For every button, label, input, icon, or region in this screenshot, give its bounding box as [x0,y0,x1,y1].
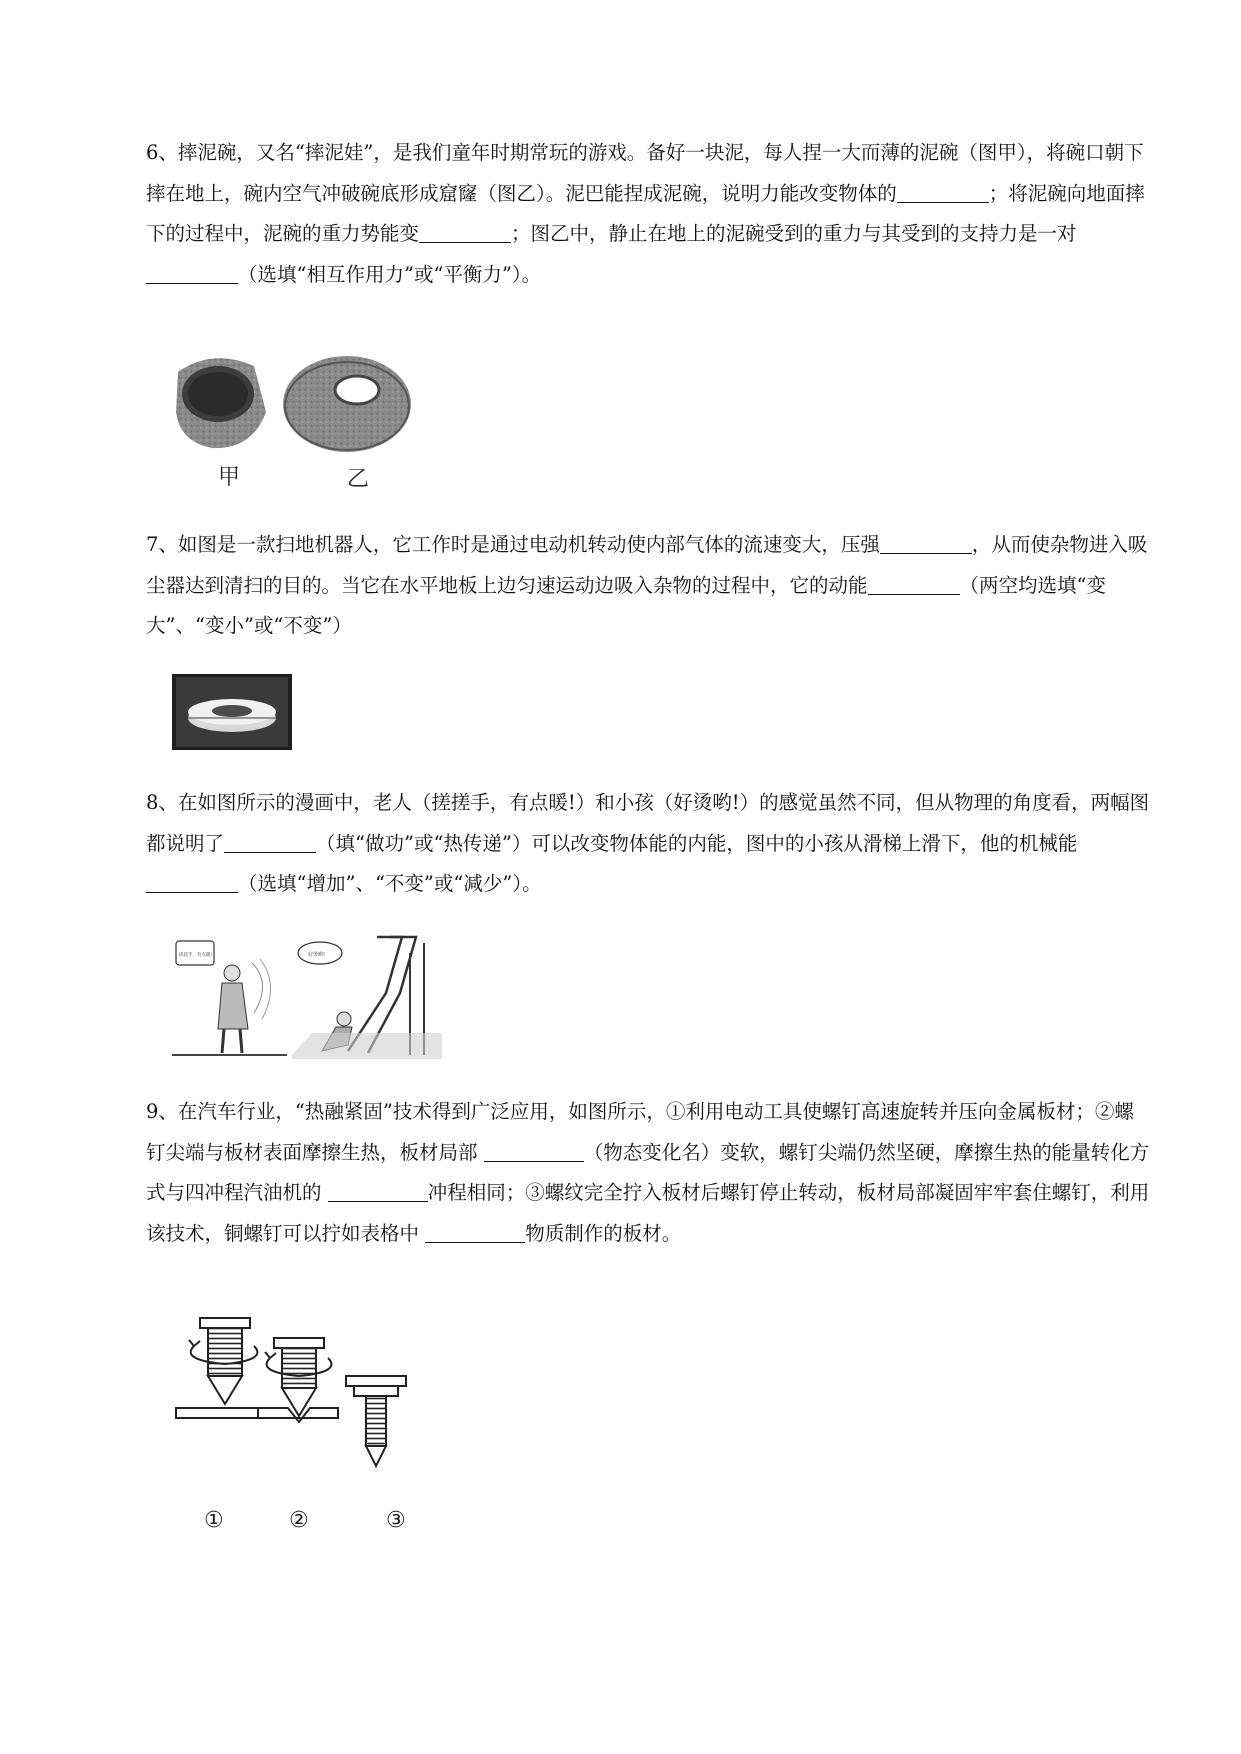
q6-blank-2[interactable] [419,220,511,243]
question-7 [146,525,1152,647]
q6-text-1: 6、摔泥碗，又名“摔泥娃”，是我们童年时期常玩的游戏。备好一块泥，每人捏一大而薄的泥碗（图甲），将碗口朝下摔在地上，碗内空气冲破碗底形成窟窿（图乙）。泥巴能捏成泥碗，说明力能改变物体的 [146,141,1144,205]
caption-step-1: ① [204,1508,224,1533]
q9-blank-1[interactable] [484,1139,584,1162]
screw-step-2 [258,1338,338,1422]
screw-process-figure [170,1316,450,1484]
screw-step-1 [176,1318,274,1418]
mud-bowl-figure [172,352,432,464]
caption-step-3: ③ [386,1508,406,1533]
q6-text-2: ；将泥碗向地面摔下的过程中，泥碗的重力势能变 [146,181,1145,245]
q8-text-2: （填“做功”或“热传递”）可以改变物体能的内能，图中的小孩从滑梯上滑下，他的机械能 [316,831,1078,855]
child-slide-cartoon [292,937,442,1059]
q7-text-3: （两空均选填“变大”、“变小”或“不变”） [146,573,1106,637]
q8-blank-1[interactable] [224,830,316,853]
cartoon-figure [172,933,442,1061]
question-6 [146,133,1152,295]
q6-text-4: （选填“相互作用力”或“平衡力”）。 [238,262,542,286]
q7-text-2: ，从而使杂物进入吸尘器达到清扫的目的。当它在水平地板上边匀速运动边吸入杂物的过程中，它的动能 [146,533,1148,597]
old-man-cartoon [172,941,287,1055]
q9-blank-3[interactable] [425,1220,525,1243]
q7-blank-1[interactable] [880,531,972,554]
robot-vacuum-image [172,674,292,750]
old-man-speech-bubble: 搓搓手，有点暖! [179,953,213,958]
q9-text-4: 物质制作的板材。 [525,1221,682,1245]
q6-blank-1[interactable] [897,180,989,203]
caption-step-2: ② [289,1508,309,1533]
q6-text-3: ；图乙中，静止在地上的泥碗受到的重力与其受到的支持力是一对 [511,222,1077,245]
q9-text-1: 9、在汽车行业，“热融紧固”技术得到广泛应用，如图所示，①利用电动工具使螺钉高速旋转并压向金属板材；②螺钉尖端与板材表面摩擦生热，板材局部 [146,1100,1134,1164]
q8-blank-2[interactable] [146,870,238,893]
q9-text-3: 冲程相同；③螺纹完全拧入板材后螺钉停止转动，板材局部凝固牢牢套住螺钉，利用该技术，铜螺钉可以拧如表格中 [146,1181,1150,1245]
q7-text-1: 7、如图是一款扫地机器人，它工作时是通过电动机转动使内部气体的流速变大，压强 [146,533,880,556]
caption-jia: 甲 [218,465,241,490]
q9-blank-2[interactable] [328,1179,428,1202]
question-8 [146,783,1152,905]
q6-blank-3[interactable] [146,261,238,284]
screw-step-3 [346,1376,406,1466]
q7-blank-2[interactable] [868,572,960,595]
child-speech-bubble: 好烫哟! [308,952,326,958]
question-9 [146,1092,1152,1254]
q9-text-2: （物态变化名）变软，螺钉尖端仍然坚硬，摩擦生热的能量转化方式与四冲程汽油机的 [146,1140,1150,1204]
mud-bowl-a-image [176,358,266,448]
caption-yi: 乙 [347,467,370,492]
q8-text-3: （选填“增加”、“不变”或“减少”）。 [238,872,542,895]
mud-bowl-b-image [283,356,411,452]
q8-text-1: 8、在如图所示的漫画中，老人（搓搓手，有点暖!）和小孩（好烫哟!）的感觉虽然不同，但从物理的角度看，两幅图都说明了 [146,791,1150,855]
